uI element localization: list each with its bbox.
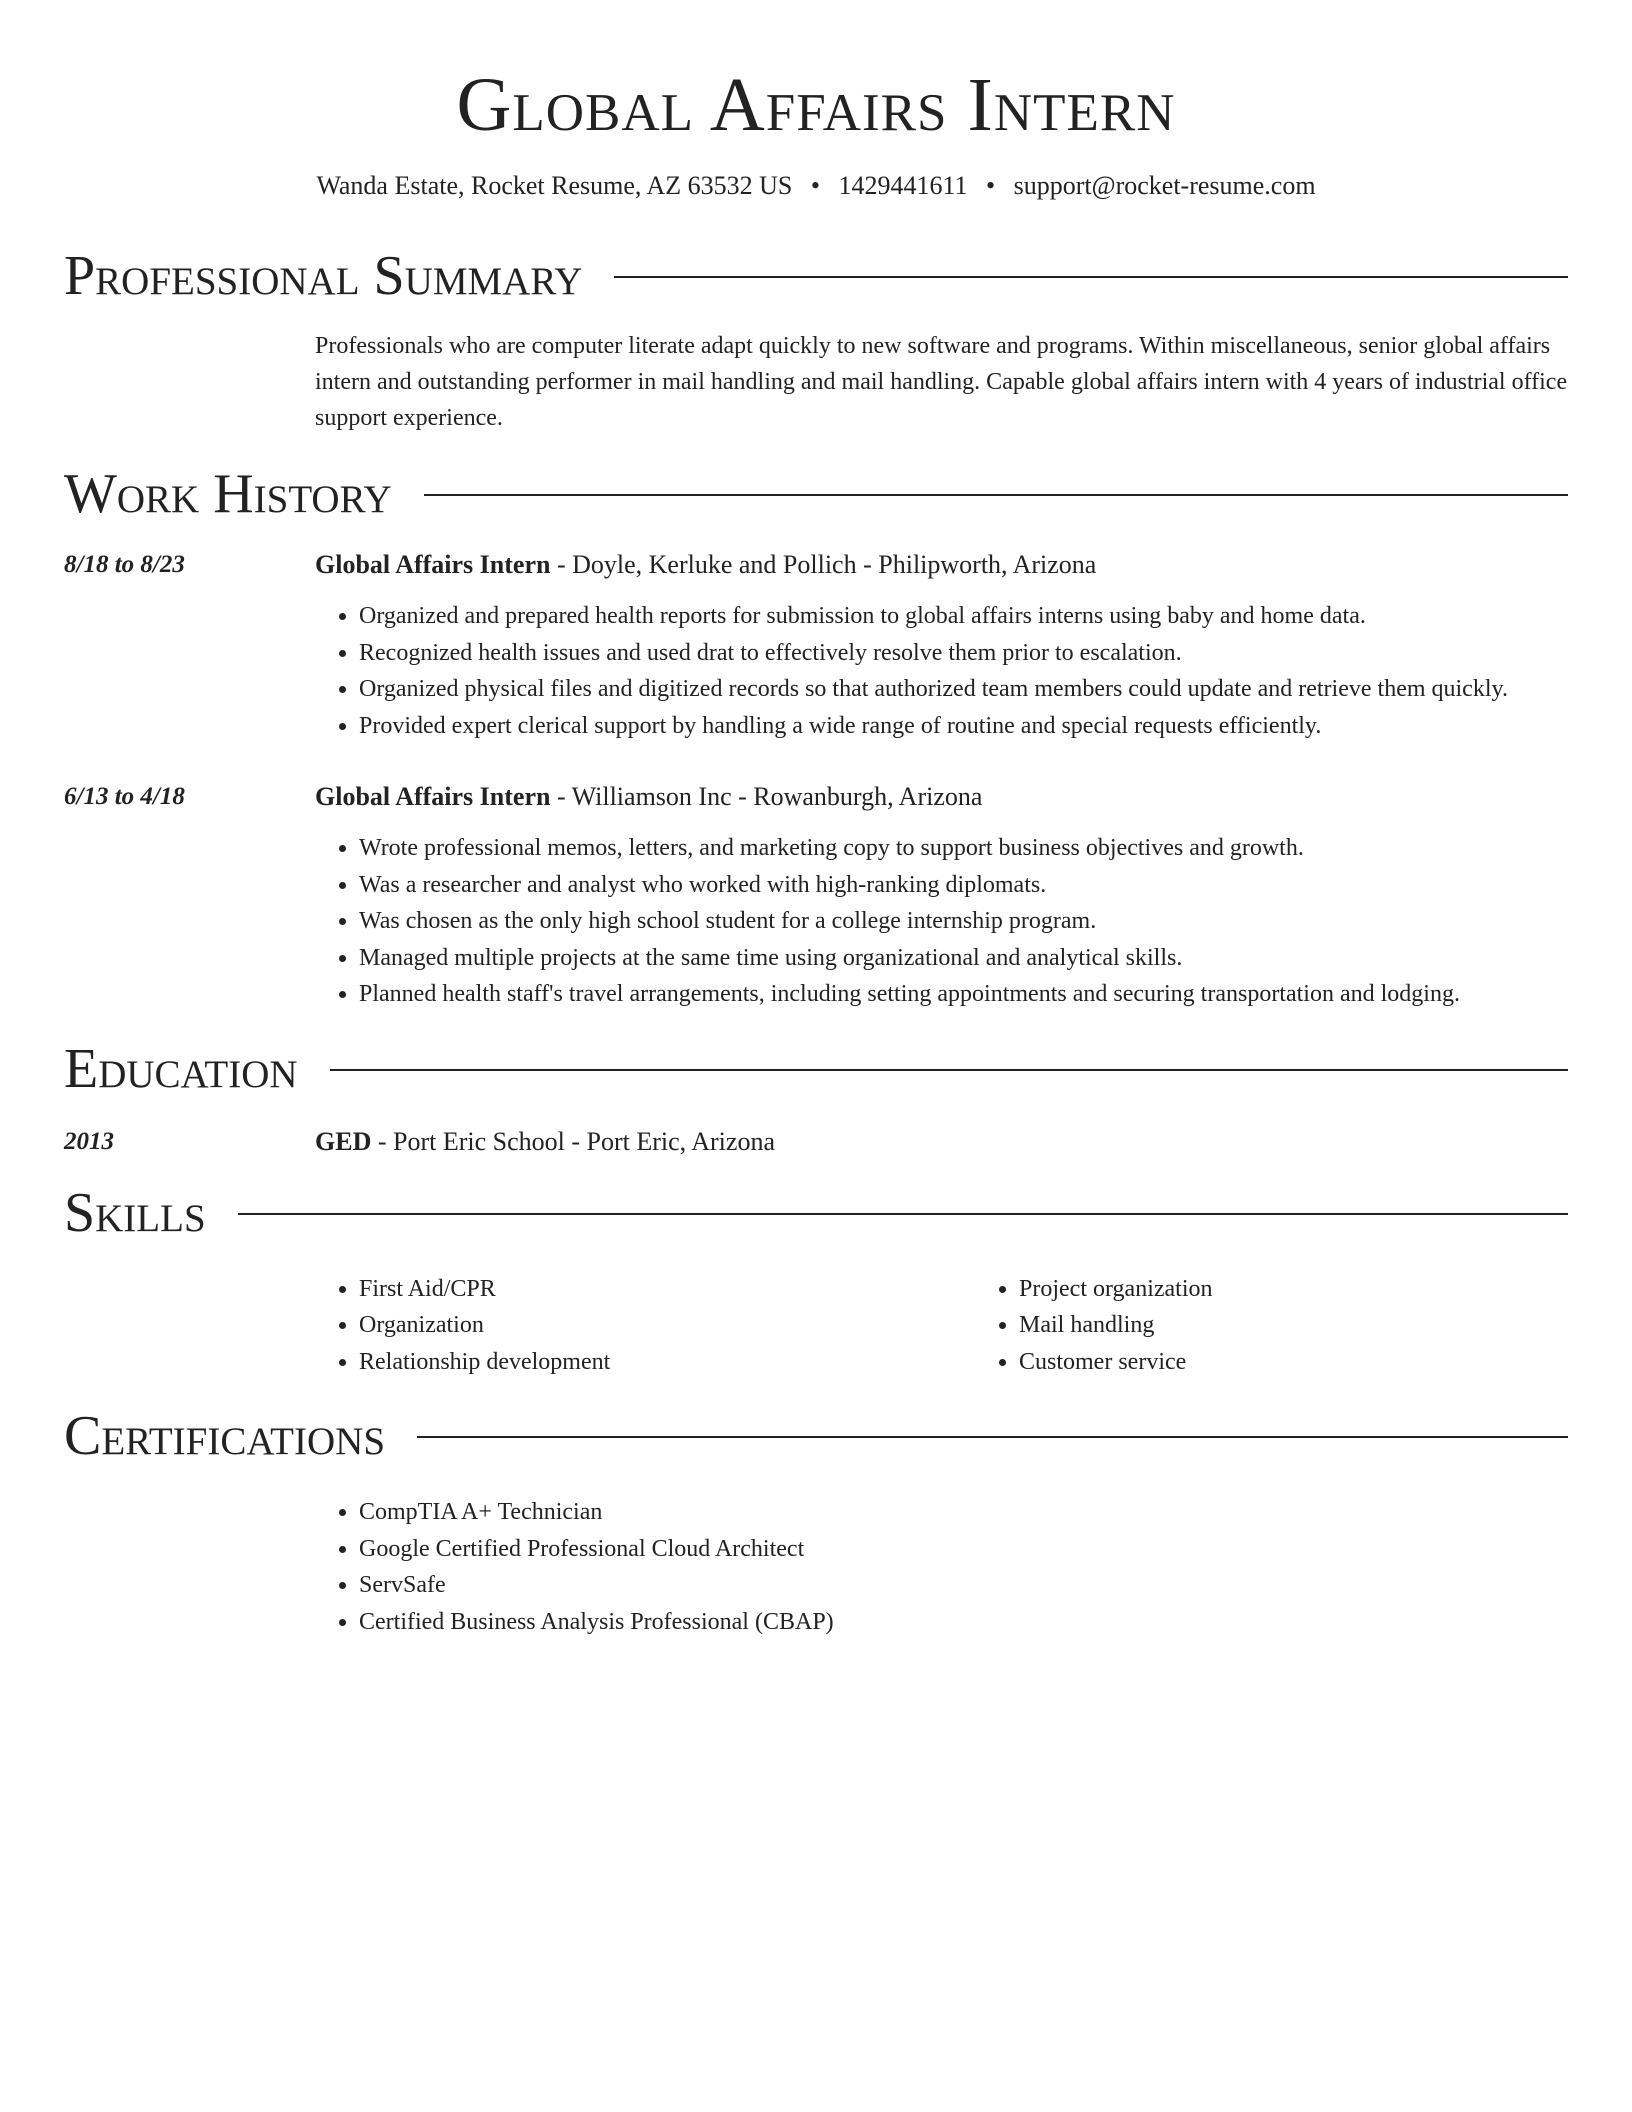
- section-title: Certifications: [64, 1405, 386, 1467]
- education-details: - Port Eric School - Port Eric, Arizona: [371, 1126, 775, 1156]
- section-title: Skills: [64, 1181, 206, 1244]
- education-entry: [64, 1125, 1568, 1159]
- job-details: - Williamson Inc - Rowanburgh, Arizona: [550, 782, 983, 811]
- job-entry: [64, 780, 1568, 1013]
- section-header-work-history: [64, 464, 1568, 524]
- section-divider: [614, 276, 1568, 278]
- list-item: • ServSafe: [359, 1567, 1568, 1604]
- contact-line: [64, 170, 1568, 202]
- job-dates: 8/18 to 8/23: [64, 551, 185, 578]
- section-divider: [424, 494, 1568, 496]
- job-heading: [315, 780, 1568, 814]
- skills-column-right: [975, 1271, 1213, 1381]
- section-header-summary: [64, 246, 1568, 306]
- contact-separator: •: [810, 171, 820, 200]
- resume-title: Global Affairs Intern: [456, 63, 1176, 147]
- education-year: 2013: [64, 1127, 114, 1155]
- certifications-list: [315, 1494, 1568, 1640]
- list-item: • Mail handling: [1019, 1307, 1213, 1344]
- list-item: • Organized physical files and digitized records so that authorized team members could update and retrieve them quickly.: [359, 671, 1568, 708]
- certifications-bullets: [315, 1494, 1568, 1640]
- list-item: • CompTIA A+ Technician: [359, 1494, 1568, 1531]
- job-dates: 6/13 to 4/18: [64, 783, 185, 810]
- list-item: • Was a researcher and analyst who worked with high-ranking diplomats.: [359, 867, 1568, 904]
- summary-text: Professionals who are computer literate adapt quickly to new software and programs. Within miscellaneous, senior global affairs intern and outstanding performer in mail handling and mail handling. Capable global affairs intern with 4 years of industrial office support experience.: [315, 333, 1568, 431]
- job-bullets: [315, 830, 1568, 1013]
- education-body: [315, 1125, 1568, 1159]
- job-bullets: [315, 598, 1568, 744]
- contact-address: Wanda Estate, Rocket Resume, AZ 63532 US: [316, 171, 793, 200]
- contact-email: support@rocket-resume.com: [1013, 171, 1316, 200]
- section-divider: [417, 1436, 1568, 1438]
- list-item: • Organization: [359, 1307, 975, 1344]
- education-degree: GED: [315, 1126, 372, 1156]
- section-title: Education: [64, 1037, 298, 1100]
- list-item: • Was chosen as the only high school student for a college internship program.: [359, 903, 1568, 940]
- list-item: • Managed multiple projects at the same time using organizational and analytical skills.: [359, 940, 1568, 977]
- job-body: [315, 548, 1568, 744]
- list-item: • First Aid/CPR: [359, 1271, 975, 1308]
- section-title: Work History: [64, 463, 392, 525]
- section-divider: [238, 1213, 1568, 1215]
- skills-column-left: [315, 1271, 975, 1381]
- job-details: - Doyle, Kerluke and Pollich - Philipworth, Arizona: [550, 550, 1097, 579]
- contact-separator: •: [986, 171, 996, 200]
- section-header-skills: [64, 1183, 1568, 1243]
- list-item: • Relationship development: [359, 1344, 975, 1381]
- list-item: • Certified Business Analysis Professional (CBAP): [359, 1604, 1568, 1641]
- list-item: • Project organization: [1019, 1271, 1213, 1308]
- job-entry: [64, 548, 1568, 744]
- list-item: • Organized and prepared health reports for submission to global affairs interns using baby and home data.: [359, 598, 1568, 635]
- list-item: • Planned health staff's travel arrangements, including setting appointments and securing transportation and lodging.: [359, 976, 1568, 1013]
- list-item: • Provided expert clerical support by handling a wide range of routine and special requests efficiently.: [359, 708, 1568, 745]
- list-item: • Wrote professional memos, letters, and marketing copy to support business objectives and growth.: [359, 830, 1568, 867]
- section-title: Professional Summary: [64, 245, 583, 307]
- job-role: Global Affairs Intern: [315, 782, 551, 811]
- education-heading: [315, 1125, 1568, 1159]
- skills-list: [315, 1271, 1568, 1381]
- list-item: • Google Certified Professional Cloud Architect: [359, 1531, 1568, 1568]
- job-heading: [315, 548, 1568, 582]
- section-divider: [330, 1069, 1568, 1071]
- section-header-certifications: [64, 1406, 1568, 1466]
- contact-phone: 1429441611: [838, 171, 968, 200]
- section-header-education: [64, 1039, 1568, 1099]
- list-item: • Recognized health issues and used drat to effectively resolve them prior to escalation.: [359, 635, 1568, 672]
- list-item: • Customer service: [1019, 1344, 1213, 1381]
- job-role: Global Affairs Intern: [315, 550, 551, 579]
- job-body: [315, 780, 1568, 1013]
